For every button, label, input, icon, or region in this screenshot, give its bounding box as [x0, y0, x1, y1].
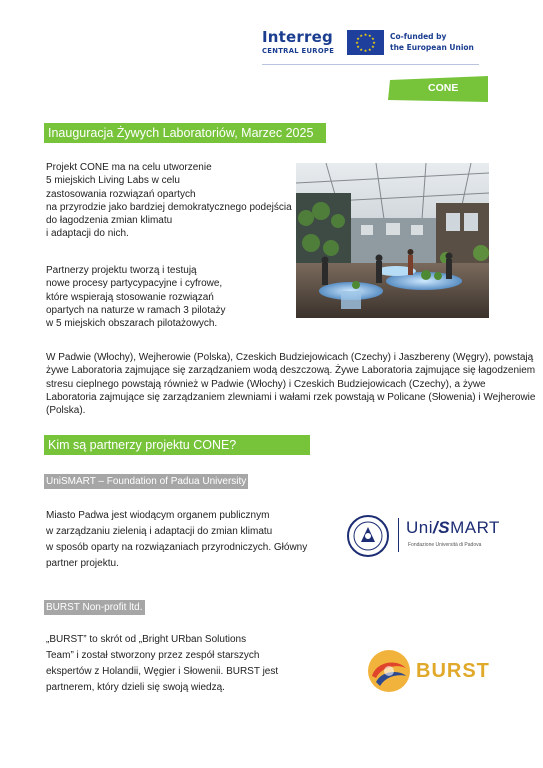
- partner-name-burst: BURST Non-profit ltd.: [46, 602, 143, 613]
- text-line: ekspertów z Holandii, Węgier i Słowenii. BURST jest: [46, 666, 279, 677]
- partner-desc-unismart: [46, 508, 307, 572]
- header-divider: [262, 64, 479, 65]
- unismart-logo: [346, 512, 500, 560]
- text-line: partner projektu.: [46, 558, 119, 569]
- svg-text:★: ★: [356, 44, 360, 49]
- eu-line-1: Co-funded by: [390, 32, 447, 41]
- unismart-subtext: Fondazione Università di Padova: [408, 542, 482, 548]
- text-line: 5 miejskich Living Labs w celu: [46, 175, 180, 187]
- partner-name-unismart: UniSMART – Foundation of Padua University: [46, 476, 247, 487]
- text-line: zastosowania rozwiązań opartych: [46, 188, 196, 200]
- svg-text:★: ★: [372, 40, 376, 45]
- padua-seal-icon: [346, 514, 390, 558]
- text-line: żywe Laboratoria zajmujące się zarządzaniem wodą deszczową. Żywe Laboratoria zajmujące się łagodzeniem: [46, 365, 536, 377]
- text-line: Team” i został stworzony przez zespół starszych: [46, 650, 260, 661]
- burst-wordmark: BURST: [416, 660, 490, 682]
- partners-paragraph: [46, 264, 226, 330]
- eu-cofunded-text: [390, 31, 474, 53]
- interreg-logo: [262, 30, 340, 56]
- svg-text:★: ★: [368, 47, 372, 52]
- partner-desc-burst: [46, 632, 278, 696]
- svg-text:★: ★: [368, 33, 372, 38]
- text-line: w 5 miejskich obszarach pilotażowych.: [46, 318, 218, 330]
- burst-logo: [366, 648, 490, 694]
- text-line: w zarządzaniu zielenią i adaptacji do zmian klimatu: [46, 526, 273, 537]
- text-line: W Padwie (Włochy), Wejherowie (Polska), Czeskich Budziejowicach (Czechy) i Jaszbereny (Węgry), powstają: [46, 352, 534, 363]
- eu-flag-icon: [347, 30, 384, 55]
- svg-text:★: ★: [371, 36, 375, 41]
- unismart-wordmark-b: MART: [450, 518, 500, 537]
- section-title-partners: Kim są partnerzy projektu CONE?: [44, 435, 310, 455]
- living-lab-photo: [296, 163, 489, 318]
- text-line: Laboratoria zajmujące się zarządzaniem zlewniami i wałami rzek powstają w Policane (Słowenia) i Wejherowie: [46, 391, 536, 403]
- svg-text:★: ★: [356, 36, 360, 41]
- intro-paragraph: [46, 161, 292, 241]
- unismart-s-icon: /S: [433, 518, 451, 537]
- svg-text:★: ★: [371, 44, 375, 49]
- text-line: w sposób oparty na rozwiązaniach przyrodniczych. Główny: [46, 542, 308, 553]
- text-line: do łagodzenia zmian klimatu: [46, 215, 173, 227]
- svg-text:★: ★: [363, 48, 368, 54]
- svg-text:★: ★: [359, 33, 363, 38]
- text-line: nowe procesy partycypacyjne i cyfrowe,: [46, 278, 223, 290]
- svg-text:★: ★: [363, 31, 368, 37]
- interreg-programme: CENTRAL EUROPE: [262, 47, 335, 55]
- text-line: na przyrodzie jako bardziej demokratycznego podejścia: [46, 201, 292, 213]
- svg-text:★: ★: [359, 47, 363, 52]
- text-line: Miasto Padwa jest wiodącym organem publicznym: [46, 510, 270, 521]
- section-title-living-labs: Inauguracja Żywych Laboratoriów, Marzec 2025: [44, 123, 326, 143]
- cone-tag-label: CONE: [428, 82, 459, 94]
- text-line: „BURST” to skrót od „Bright URban Solutions: [46, 634, 247, 645]
- text-line: Projekt CONE ma na celu utworzenie: [46, 162, 212, 173]
- text-line: Partnerzy projektu tworzą i testują: [46, 265, 197, 276]
- burst-swirl-icon: [366, 648, 412, 694]
- text-line: partnerem, który dzieli się swoją wiedzą.: [46, 682, 225, 693]
- pilot-cities-paragraph: [46, 351, 535, 417]
- eu-line-2: the European Union: [390, 43, 474, 52]
- text-line: stresu cieplnego powstają również w Padwie (Włochy) i Czeskich Budziejowicach (Czechy), a żywe: [46, 378, 486, 390]
- interreg-wordmark: Interreg: [262, 28, 333, 46]
- svg-text:★: ★: [355, 40, 359, 45]
- text-line: które wspierają stosowanie rozwiązań: [46, 291, 214, 303]
- text-line: opartych na naturze w ramach 3 pilotaży: [46, 304, 226, 316]
- text-line: i adaptacji do nich.: [46, 228, 129, 240]
- unismart-wordmark-a: Uni: [406, 518, 434, 537]
- text-line: (Polska).: [46, 405, 86, 417]
